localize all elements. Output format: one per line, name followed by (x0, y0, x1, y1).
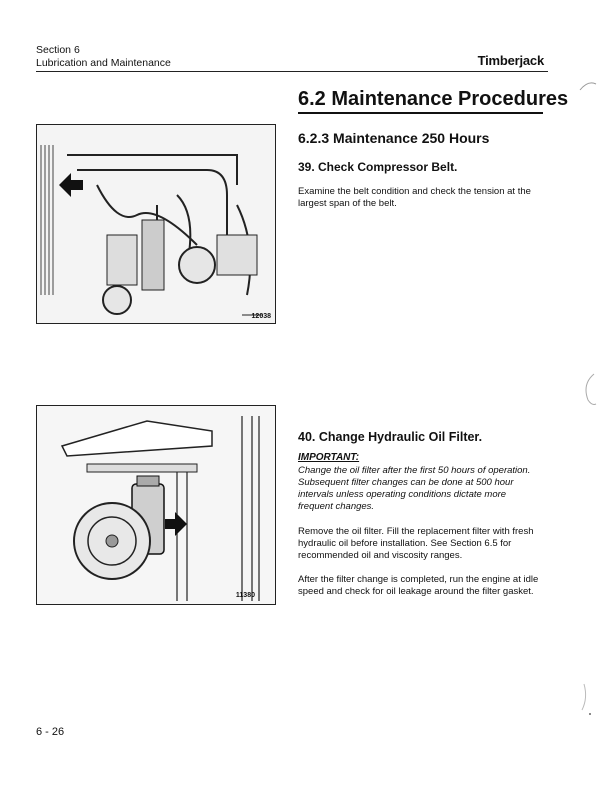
important-text: Change the oil filter after the first 50 hours of operation. Subsequent filter changes can be done at 500 hour intervals unless operating conditions dictate more frequent changes. (298, 465, 531, 512)
figure-number: 11380 (235, 592, 255, 599)
figure-hydraulic-filter (36, 405, 276, 605)
filter-illustration (37, 406, 275, 604)
compressor-illustration (37, 125, 275, 323)
page-number: 6 - 26 (36, 726, 65, 738)
header-rule (36, 71, 548, 72)
binder-mark-bottom (578, 680, 598, 720)
binder-mark-top (578, 80, 598, 110)
page-header (36, 44, 171, 70)
step-40-heading: 40. Change Hydraulic Oil Filter. (298, 430, 483, 444)
step-40-para-1: Remove the oil filter. Fill the replacement filter with fresh hydraulic oil before installation. See Section 6.5 for recommended oil and viscosity ranges. (298, 526, 534, 561)
subsection-title: 6.2.3 Maintenance 250 Hours (298, 130, 490, 146)
important-label: IMPORTANT: (298, 452, 360, 463)
step-39-heading: 39. Check Compressor Belt. (298, 160, 458, 174)
title-rule (298, 112, 543, 114)
brand-logo: Timberjack (477, 53, 544, 68)
figure-number: 12038 (251, 313, 271, 320)
step-40-para-2: After the filter change is completed, run the engine at idle speed and check for oil leakage around the filter gasket. (298, 574, 539, 597)
figure-compressor-belt (36, 124, 276, 324)
binder-mark-mid (578, 370, 598, 410)
section-subtitle: Lubrication and Maintenance (36, 57, 171, 69)
page-title: 6.2 Maintenance Procedures (298, 88, 569, 110)
section-label: Section 6 (36, 44, 80, 56)
step-39-body: Examine the belt condition and check the tension at the largest span of the belt. (298, 186, 531, 209)
